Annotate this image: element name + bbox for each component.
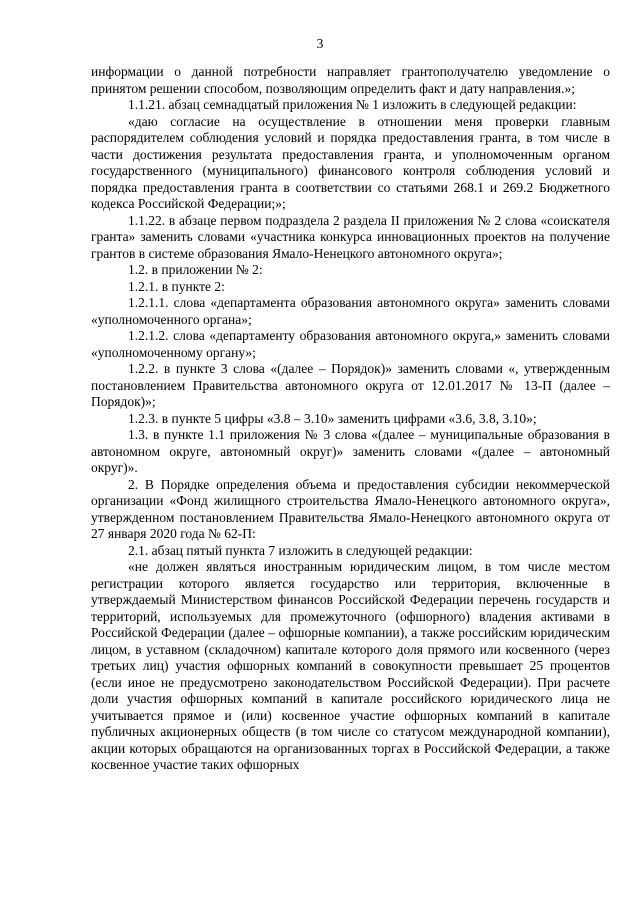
- paragraph-1: информации о данной потребности направляет грантополучателю уведомление о принятом решении способом, позволяющим определить факт и дату направления.»;: [91, 64, 610, 96]
- paragraph-2: 1.1.21. абзац семнадцатый приложения № 1 изложить в следующей редакции:: [128, 97, 577, 112]
- paragraph-6: 1.2.1. в пункте 2:: [128, 278, 225, 294]
- paragraph-8: 1.2.1.2. слова «департаменту образования автономного округа,» заменить словами «уполномоченному органу»;: [91, 328, 610, 360]
- paragraph-10: 1.2.3. в пункте 5 цифры «3.8 – 3.10» заменить цифрами «3.6, 3.8, 3.10»;: [128, 410, 537, 426]
- paragraph-3: «даю согласие на осуществление в отношении меня проверки главным распорядителем соблюдения условий и порядка предоставления гранта, в том числе в части достижения результата предоставления гранта, и уполномоченным органом государственного (муниципального) финансового контроля соблюдения условий и порядка предоставления гранта в соответствии со статьями 268.1 и 269.2 Бюджетного кодекса Российской Федерации;»;: [91, 113, 610, 211]
- document-body: [91, 64, 610, 774]
- paragraph-11: 1.3. в пункте 1.1 приложения № 3 слова «(далее – муниципальные образования в автономном округе, автономный округ)» заменить словами «(далее – автономный округ)».: [91, 427, 610, 475]
- paragraph-5: 1.2. в приложении № 2:: [128, 262, 263, 277]
- page-number: 3: [316, 36, 324, 51]
- paragraph-13: 2.1. абзац пятый пункта 7 изложить в следующей редакции:: [128, 542, 473, 558]
- paragraph-14: «не должен являться иностранным юридическим лицом, в том числе местом регистрации которого является государство или территория, включенные в утверждаемый Министерством финансов Российской Федерации перечень государств и территорий, используемых для промежуточного (офшорного) владения активами в Российской Федерации (далее – офшорные компании), а также российским юридическим лицом, в уставном (складочном) капитале которого доля прямого или косвенного (через третьих лиц) участия офшорных компаний в совокупности превышает 25 процентов (если иное не предусмотрено законодательством Российской Федерации). При расчете доли участия офшорных компаний в капитале российского юридического лица не учитывается прямое и (или) косвенное участие офшорных компаний в капитале публичных акционерных обществ (в том числе со статусом международной компании), акции которых обращаются на организованных торгах в Российской Федерации, а также косвенное участие таких офшорных: [91, 559, 610, 772]
- paragraph-9: 1.2.2. в пункте 3 слова «(далее – Порядок)» заменить словами «, утвержденным постановлением Правительства автономного округа от 12.01.2017 № 13-П (далее – Порядок)»;: [91, 361, 610, 409]
- paragraph-4: 1.1.22. в абзаце первом подраздела 2 раздела II приложения № 2 слова «соискателя гранта» заменить словами «участника конкурса инновационных проектов на получение грантов в системе образования Ямало-Ненецкого автономного округа»;: [91, 212, 610, 261]
- paragraph-12: 2. В Порядке определения объема и предоставления субсидии некоммерческой организации «Фонд жилищного строительства Ямало-Ненецкого автономного округа», утвержденном постановлением Правительства Ямало-Ненецкого автономного округа от 27 января 2020 года № 62-П:: [91, 476, 610, 541]
- paragraph-7: 1.2.1.1. слова «департамента образования автономного округа» заменить словами «уполномоченного органа»;: [91, 295, 610, 327]
